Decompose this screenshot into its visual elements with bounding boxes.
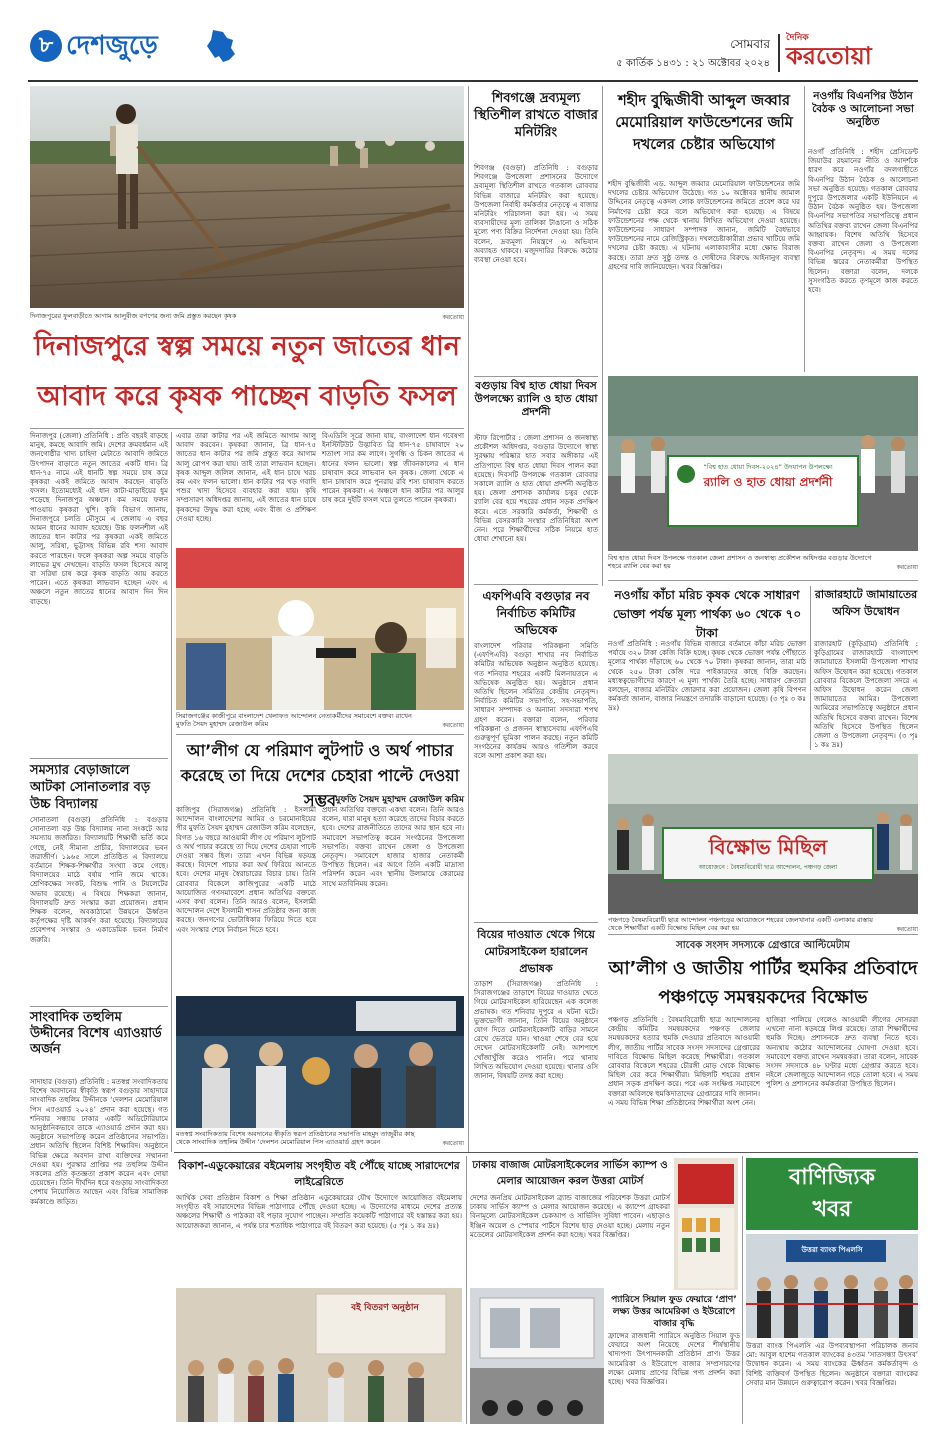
sonatala-headline: সমস্যার বেড়াজালে আটকা সোনাতলার বড় উচ্চ বিদ্যালয় [30, 763, 151, 812]
rally-banner-line2: র‌্যালি ও হাত ধোয়া প্রদর্শনী [703, 475, 833, 489]
chili-rule-top [608, 580, 918, 581]
col-rule-a [171, 758, 172, 1152]
col-rule-f [466, 1156, 467, 1424]
jabbar-body: শহীদ বুদ্ধিজীবী এড. আব্দুল জব্বার মেমোরিয়াল ফাউন্ডেশনের জমি দখলের চেষ্টার অভিযোগ উঠেছে। গত ১০ অক্টোবর স্থানীয় জামাল উদ্দিনের নেতৃত্বে একদল লোক ফাউন্ডেশনের জমিতে প্রবেশ করে ঘর নির্মাণের চেষ্টা করে বলে অভিযোগ করা হয়েছে। এ বিষয়ে ফাউন্ডেশনের পক্ষ থেকে থানায় লিখিত অভিযোগ দেওয়া হয়েছে। ফাউন্ডেশনের সাধারণ সম্পাদক জানান, জমিটি বৈধভাবে ফাউন্ডেশনের নামে রেজিস্ট্রিকৃত। দখলচেষ্টাকারীরা প্রভাব খাটিয়ে জমি দখলের চেষ্টা করছে। এ ঘটনায় এলাকাবাসীর মধ্যে ক্ষোভ বিরাজ করছে। তারা দ্রুত সুষ্ঠু তদন্ত ও দোষীদের বিরুদ্ধে আইনানুগ ব্যবস্থা গ্রহণের দাবি জানিয়েছেন। খবর বিজ্ঞপ্তির। [608, 180, 800, 271]
shibganj-headline: শিবগঞ্জে দ্রব্যমূল্য স্থিতিশীল রাখতে বাজার মনিটরিং [474, 91, 598, 140]
pran-fair-stall-image [674, 1158, 738, 1290]
book-fair-headline: বিকাশ-এডুকেয়ারের বইমেলায় সংগৃহীত বই পৌঁছে যাচ্ছে সারাদেশের লাইব্রেরিতে [178, 1160, 460, 1188]
col-rule-c [602, 86, 603, 586]
rally-banner-line1: “বিশ্ব হাত ধোয়া দিবস-২০২৪” উদযাপন উপলক্ষ্যে [703, 463, 833, 471]
col-rule-e [810, 586, 811, 750]
sirajganj-photo-caption: সিরাজগঞ্জের কাজীপুরে বাংলাদেশ খেলাফত আন্দোলন নেতাকর্মীদের সমাবেশে বক্তব্য রাখেন মুফতি সৈয়দ মুহাম্মদ রেজাউল করিম [176, 712, 412, 728]
protest-photo-credit: করতোয়া [896, 926, 918, 933]
issue-date: ৫ কার্তিক ১৪৩১ : ২১ অক্টোবর ২০২৪ [616, 58, 770, 69]
bangladesh-map-icon [205, 28, 237, 64]
handwash-rule-top [474, 376, 598, 377]
col-rule-g [742, 1156, 743, 1424]
protest-banner: বিক্ষোভ মিছিল [708, 835, 828, 859]
lead-col-rule [171, 432, 172, 760]
masthead [0, 0, 945, 80]
lead-photo-caption: দিনাজপুরের ফুলবাড়ীতে আগাম আলুবীজ বপণের জন্য জমি প্রস্তুত করছেন কৃষক [30, 312, 237, 320]
tasulim-rule-top [30, 1006, 168, 1007]
panchagarh-headline: আ’লীগ ও জাতীয় পার্টির হুমকির প্রতিবাদে পঞ্চগড়ে সমন্বয়কদের বিক্ষোভ [608, 958, 918, 1008]
sonatala-body: সোনাতলা (বগুড়া) প্রতিনিধি : বগুড়ার সোনাতলা বড় উচ্চ বিদ্যালয় নানা সংকটে আর সমস্যায় জর্জরিত। বিদ্যালয়টি শিক্ষার্থী ভর্তি কমে গেছে, নেই সীমানা প্রাচীর, বিদ্যালয়ের ভবন জরাজীর্ণ। ১৯৬৫ সালে প্রতিষ্ঠিত এ বিদ্যালয়ে বর্তমানে শিক্ষক-শিক্ষার্থীর সংখ্যা কমে গেছে। বিদ্যালয়ের মাঠে বর্ষায় পানি জমে থাকে। শ্রেণিকক্ষের সংকট, বিশুদ্ধ পানি ও টয়লেটের অভাব রয়েছে। এ বিষয়ে শিক্ষকরা জানান, বিদ্যালয়টি দ্রুত সংস্কার করা প্রয়োজন। প্রধান শিক্ষক বলেন, অবকাঠামো উন্নয়নে ঊর্ধ্বতন কর্তৃপক্ষের দৃষ্টি আকর্ষণ করা হয়েছে। বিদ্যালয়ের প্রবেশপথ সংস্কার ও একাডেমিক ভবন নির্মাণ জরুরি। [30, 816, 168, 944]
weekday: সোমবার [730, 37, 770, 51]
shibganj-body: শিবগঞ্জ (বগুড়া) প্রতিনিধি : বগুড়ার শিবগঞ্জে উপজেলা প্রশাসনের উদ্যোগে দ্রব্যমূল্য স্থিতিশীল রাখতে গতকাল রোববার বিভিন্ন বাজারে মনিটরিং করা হয়েছে। উপজেলা নির্বাহী কর্মকর্তার নেতৃত্বে এ বাজার মনিটরিং পরিচালনা করা হয়। এ সময় ব্যবসায়ীদের মূল্য তালিকা টাঙানো ও সঠিক মূল্যে পণ্য বিক্রির নির্দেশনা দেওয়া হয়। তিনি বলেন, দ্রব্যমূল্য নিয়ন্ত্রণে এ অভিযান অব্যাহত থাকবে। মজুদদারির বিরুদ্ধে কঠোর ব্যবস্থা নেওয়া হবে। [474, 164, 598, 265]
sirajganj-photo-credit: করতোয়া [442, 722, 464, 729]
motorcycle-service-camp-image [470, 1288, 604, 1424]
awami-headline: আ’লীগ যে পরিমাণ লুটপাট ও অর্থ পাচার করেছে তা দিয়ে দেশের চেহারা পাল্টে দেওয়া সম্ভব [180, 741, 460, 810]
naogaon-bnp-headline: নওগাঁয় বিএনপির উঠান বৈঠক ও আলোচনা সভা অনুষ্ঠিত [812, 90, 914, 128]
paper-name-small: দৈনিক [786, 33, 809, 43]
pran-photo [674, 1158, 738, 1290]
lead-photo [30, 86, 464, 308]
chili-headline: নওগাঁয় কাঁচা মরিচ কৃষক থেকে সাধারণ ভোক্তা পর্যন্ত মূল্য পার্থক্য ৬০ থেকে ৭০ টাকা [612, 588, 802, 640]
lead-headline: দিনাজপুরে স্বল্প সময়ে নতুন জাতের ধান আবাদ করে কৃষক পাচ্ছেন বাড়তি ফসল [34, 331, 460, 412]
bank-banner: উত্তরা ব্যাংক পিএলসি [801, 1246, 863, 1254]
protest-banner-sub: আয়োজনে : বৈষম্যবিরোধী ছাত্র আন্দোলন, পঞ্চগড় জেলা [698, 864, 838, 871]
chili-body: নওগাঁ প্রতিনিধি : নওগাঁয় বিভিন্ন বাজারে বর্তমানে কাঁচা মরিচ ভোক্তা পর্যায়ে ৩২০ টাকা কেজি বিক্রি হচ্ছে। কৃষক থেকে ভোক্তা পর্যন্ত পৌঁছাতে মূল্যের পার্থক্য দাঁড়াচ্ছে ৬০ থেকে ৭০ টাকা। কৃষকরা জানান, তারা মাঠ থেকে ২৫০ টাকা কেজি দরে পাইকারদের কাছে বিক্রি করছেন। মধ্যস্বত্বভোগীদের কারণে এ মূল্য পার্থক্য তৈরি হচ্ছে। সাধারণ ক্রেতারা বলছেন, বাজার মনিটরিং জোরদার করা প্রয়োজন। জেলা কৃষি বিপণন কর্মকর্তা জানান, বাজার নিয়ন্ত্রণে তদারকি বাড়ানো হয়েছে। (৩ পৃঃ ৩ কঃ দ্রঃ) [608, 640, 806, 713]
handwash-headline: বগুড়ায় বিশ্ব হাত ধোয়া দিবস উপলক্ষ্যে র‌্যালি ও হাত ধোয়া প্রদর্শনী [474, 380, 598, 418]
book-fair-body: আর্থিক সেবা প্রতিষ্ঠান বিকাশ ও শিক্ষা প্রতিষ্ঠান এডুকেয়ারের যৌথ উদ্যোগে আয়োজিত বইমেলায় সংগৃহীত বই সারাদেশের বিভিন্ন পাঠাগারে পৌঁছে দেওয়া হচ্ছে। এ উদ্যোগের মাধ্যমে দেশের প্রত্যন্ত অঞ্চলের শিক্ষার্থী ও পাঠকরা বই পড়ার সুযোগ পাচ্ছেন। সম্প্রতি কয়েকটি পাঠাগারে বই হস্তান্তর করা হয়। আয়োজকরা জানান, এ পর্যন্ত চার শতাধিক পাঠাগারে বই বিতরণ করা হয়েছে। (৫ পৃঃ ১ কঃ দ্রঃ) [176, 1194, 462, 1230]
page-number-badge [30, 30, 62, 62]
farmer-ploughing-image [30, 86, 464, 308]
rally-photo-caption: বিশ্ব হাত ধোয়া দিবস উপলক্ষে গতকাল জেলা প্রশাসন ও জনস্বাস্থ্য প্রকৌশল অধিদপ্তর বগুড়ার উদ্যোগে শহরে র‌্যালি বের করা হয় [608, 554, 872, 570]
panchagarh-kicker: সাবেক সংসদ সদস্যকে গ্রেপ্তারে আল্টিমেটাম [676, 940, 850, 951]
awami-byline: মুফতি সৈয়দ মুহাম্মদ রেজাউল করিম [335, 795, 464, 805]
fpab-headline: এফপিএবি বগুড়ার নব নির্বাচিত কমিটির অভিষেক [482, 589, 590, 637]
commercial-news-title-1: বাণিজ্যিক [789, 1165, 875, 1190]
tasulim-body: সাদাহার (বগুড়া) প্রতিনিধি : মতস্বপ্ন সংবাদিকতায় বিশেষ অবদানের স্বীকৃতি স্বরূপ বগুড়ার সাহাদারে সাংবাদিক তহুলিম উদ্দীনকে ‘দেলশন মেমোরিয়াল পিস এ্যাওয়ার্ড ২০২৪’ প্রদান করা হয়েছে। গত শনিবার সন্ধ্যায় ঢাকার একটি অডিটোরিয়ামে আনুষ্ঠানিকভাবে তাকে এ্যাওয়ার্ড প্রদান করা হয়। অনুষ্ঠানে সভাপতিত্ব করেন প্রতিষ্ঠানের সভাপতি। প্রধান অতিথি ছিলেন বিশিষ্ট শিক্ষাবিদ। অনুষ্ঠানে বিভিন্ন ক্ষেত্রে অবদান রাখা ব্যক্তিদের সম্মাননা দেওয়া হয়। পুরস্কার প্রাপ্তির পর তহুলিম উদ্দীন সকলের প্রতি কৃতজ্ঞতা প্রকাশ করেন এবং দোয়া চেয়েছেন। তিনি দীর্ঘদিন ধরে বগুড়ায় সাংবাদিকতা পেশায় নিয়োজিত আছেন এবং বিভিন্ন সামাজিক কর্মকাণ্ডে জড়িত। [30, 1078, 168, 1206]
sonatala-rule-top [30, 758, 168, 759]
commercial-news-title-2: খবর [812, 1197, 852, 1222]
awami-rule-top [176, 734, 464, 735]
award-ceremony-image [176, 996, 464, 1128]
lead-rule [30, 428, 464, 429]
bajaj-headline: ঢাকায় বাজাজ মোটরসাইকেলের সার্ভিস ক্যাম্প ও মেলার আয়োজন করল উত্তরা মোটর্স [472, 1160, 668, 1187]
naogaon-bnp-body: নওগাঁ প্রতিনিধি : শহীদ প্রেসিডেন্ট জিয়াউর রহমানের নীতি ও আদর্শকে ধারণ করে নওগাঁর বদলগাছীতে বিএনপির উঠান বৈঠক ও আলোচনা সভা অনুষ্ঠিত হয়েছে। গতকাল রোববার দুপুরে উপজেলার একটি ইউনিয়নে এ উঠান বৈঠক অনুষ্ঠিত হয়। উপজেলা বিএনপির সভাপতির সভাপতিত্বে প্রধান অতিথির বক্তব্য রাখেন জেলা বিএনপির আহ্বায়ক। বিশেষ অতিথি হিসেবে বক্তব্য রাখেন জেলা ও উপজেলা বিএনপির নেতৃবৃন্দ। এ সময় দলের বিভিন্ন স্তরের নেতাকর্মীরা উপস্থিত ছিলেন। বক্তারা বলেন, দলকে সুসংগঠিত করতে তৃণমূলে কাজ করতে হবে। [808, 148, 918, 295]
bajaj-body: দেশের জনপ্রিয় মোটরসাইকেল ব্র্যান্ড বাজাজের পরিবেশক উত্তরা মোটর্স ঢাকায় সার্ভিস ক্যাম্প ও মেলার আয়োজন করেছে। এ ক্যাম্পে গ্রাহকরা বিনামূল্যে মোটরসাইকেল চেকআপ ও সার্ভিসিং সুবিধা পাবেন। এছাড়াও ইঞ্জিন অয়েল ও স্পেয়ার পার্টসে বিশেষ ছাড় দেওয়া হচ্ছে। মেলায় নতুন মডেলের মোটরসাইকেল প্রদর্শন করা হচ্ছে। খবর বিজ্ঞপ্তির। [470, 1194, 670, 1239]
lead-story-col3: বিএডিসি সূত্রে জানা যায়, বাংলাদেশ ধান গবেষণা ইনস্টিটিউট উদ্ভাবিত ব্রি ধান-৭৫ চাষাবাদে ২০ শতাংশ সার কম লাগে। সুগন্ধি ও চিকন জাতের এ ধানের ফলন ভালো। স্বল্প জীবনকালের এ ধান চাষাবাদ করে লাভবান হন কৃষক। জেলা থেকে এ ধান চাষাবাদ করে পুনরায় রবি শস্য চাষাবাদ করতে পারেন কৃষকরা। এ অঞ্চলে ধান কাটার পর আলুর চাষ করে দুইটি ফসল ঘরে তুলতে পারেন কৃষকরা। [322, 432, 464, 505]
panchagarh-col2: হাজিরা পালিয়ে গেলেও আওয়ামী লীগের দোসররা এখনো নানা ষড়যন্ত্রে লিপ্ত রয়েছে। তারা শিক্ষার্থীদের হুমকি দিচ্ছে। প্রশাসনকে দ্রুত ব্যবস্থা নিতে হবে। অন্যথায় কঠোর আন্দোলনের ঘোষণা দেওয়া হবে। সমাবেশে বক্তব্য রাখেন সমন্বয়করা। তারা বলেন, সাবেক সংসদ সদস্যকে ৪৮ ঘণ্টার মধ্যে গ্রেপ্তার করতে হবে। নইলে জেলাজুড়ে আন্দোলন গড়ে তোলা হবে। এ সময় পুলিশ ও প্রশাসনের কর্মকর্তারা উপস্থিত ছিলেন। [766, 1016, 918, 1089]
awami-story-col1: কাজিপুর (সিরাজগঞ্জ) প্রতিনিধি : ইসলামী আন্দোলন বাংলাদেশের আমির ও চরমোনাইয়ের পীর মুফতি সৈয়দ মুহাম্মদ রেজাউল করিম বলেছেন, বিগত ১৬ বছরে আওয়ামী লীগ যে পরিমাণ লুটপাট ও অর্থ পাচার করেছে তা দিয়ে দেশের চেহারা পাল্টে দেওয়া সম্ভব ছিল। তারা এখন বিভিন্ন ষড়যন্ত্র করছে। বিদেশে পাচার করা অর্থ ফিরিয়ে আনতে হবে। দেশের মানুষ স্বৈরাচারের বিচার চায়। তিনি রোববার বিকেলে কাজিপুরের একটি মাঠে আয়োজিত গণসমাবেশে প্রধান অতিথির বক্তব্যে এসব কথা বলেন। তিনি আরও বলেন, ইসলামী আন্দোলন দেশে ইসলামী শাসন প্রতিষ্ঠার জন্য কাজ করছে। জনগণের ভোটাধিকার ফিরিয়ে দিতে হবে এবং সংস্কার শেষে নির্বাচন দিতে হবে। [176, 806, 316, 934]
award-photo [176, 996, 464, 1128]
masthead-rule [28, 80, 918, 82]
tarash-rule-top [474, 922, 598, 923]
commercial-news-box [746, 1158, 918, 1230]
tarash-body: তাড়াশ (সিরাজগঞ্জ) প্রতিনিধি : সিরাজগঞ্জের তাড়াশে বিয়ের দাওয়াত খেতে গিয়ে মোটরসাইকেল হারিয়েছেন এক কলেজ প্রভাষক। গত শনিবার দুপুরে এ ঘটনা ঘটে। ভুক্তভোগী জানান, তিনি বিয়ের অনুষ্ঠানে যোগ দিতে মোটরসাইকেলটি বাড়ির সামনে রেখে ভেতরে যান। খাওয়া শেষে বের হয়ে দেখেন মোটরসাইকেলটি নেই। আশপাশে খোঁজাখুঁজি করেও পাননি। পরে থানায় লিখিত অভিযোগ দেওয়া হয়েছে। থানার ওসি জানান, বিষয়টি তদন্ত করা হচ্ছে। [474, 980, 598, 1081]
speaker-at-rally-image [176, 548, 464, 710]
protest-photo-caption: পঞ্চগড়ে বৈষম্যবিরোধী ছাত্র আন্দোলন পঞ্চগড়ের আয়োজনে শহরের জেলখানার একটি এলাকার রাস্তায় থেকে শিক্ষার্থীরা একটি বিক্ষোভ মিছিল বের করা হয় [608, 916, 873, 932]
sirajganj-photo [176, 548, 464, 710]
rally-photo-credit: করতোয়া [896, 564, 918, 571]
col-rule-b [468, 86, 469, 1152]
jamaat-headline: রাজারহাটে জামায়াতের অফিস উদ্বোধন [814, 588, 918, 618]
paper-name: করতোয়া [786, 42, 872, 70]
section-title: দেশজুড়ে [66, 31, 158, 61]
awami-story-col2: প্রধান অতিথির বক্তব্যে একথা বলেন। তিনি আরও বলেন, যারা মানুষ হত্যা করেছে তাদের বিচার করতে হবে। দেশের রাজনীতিতে তাদের আর স্থান হবে না। সমাবেশে সভাপতিত্ব করেন সংগঠনের উপজেলা সভাপতি। বক্তব্য রাখেন জেলা ও উপজেলা নেতৃবৃন্দ। সমাবেশে হাজার হাজার নেতাকর্মী উপস্থিত ছিলেন। এর আগে তিনি একটি মাদ্রাসা পরিদর্শন করেন এবং স্থানীয় উলামায়ে কেরামের সাথে মতবিনিময় করেন। [322, 806, 464, 888]
lead-story-col2: এবার তারা কাটার পর এই জমিতে আগাম আলু আবাদ করবেন। কৃষকরা জানান, ব্রি ধান-৭৫ জাতের ধান কাটার পর জমি প্রস্তুত করে আগাম আলু রোপণ করা যায়। তাই তারা লাভবান হচ্ছেন। কৃষক আব্দুল জলিল জানান, এই ধান চাষে খরচ কম এবং ফলন ভালো। ধান কাটার পর খড় গবাদি পশুর খাদ্য হিসেবে ব্যবহার করা যায়। কৃষি সম্প্রসারণ অধিদপ্তর জানায়, এই জাতের ধান চাষে কৃষকদের উদ্বুদ্ধ করা হচ্ছে এবং বীজ ও প্রশিক্ষণ দেওয়া হচ্ছে। [176, 432, 316, 523]
page-number: ৮ [38, 33, 54, 58]
col-rule-d [804, 86, 805, 372]
award-photo-caption: মতস্বপ্ন সংবাদিকতায় বিশেষ অবদানের স্বীকৃতি স্বরূপ প্রতিষ্ঠানের সভাপতি মাহমুদ তাজুরীর কাছ থেকে সাংবাদিক তহুলিম উদ্দীন ‘দেলশন মেমোরিয়াল পিস এ্যাওয়ার্ড গ্রহণ করেন [176, 1130, 415, 1146]
lead-story-col1: দিনাজপুর (জেলা) প্রতিনিধি : প্রতি বছরই বাড়ছে মানুষ, কমছে আবাদি জমি। দেশের ক্রমবর্ধমান এই জনগোষ্ঠীর খাদ্য চাহিদা মেটাতে আবাদি জমিতে উৎপাদন বাড়াতে নতুন জাতের একটি ধান। ব্রি ধান-৭৫ নামে এই ধানটি স্বল্প সময়ে চাষ করে কৃষকরা একই জমিতে আবাদ করছেন বাড়তি ফসল। ইতোমধ্যেই এই ধান কাটা-মাড়াইয়ের ধুম পড়েছে দিনাজপুর অঞ্চলে। কম সময়ে ফলন পাওয়ায় কৃষকরা খুশি। কৃষি বিভাগ জানায়, দিনাজপুরে চলতি মৌসুমে এ জেলায় এ বছর আমন ধানের আবাদ হয়েছে। উচ্চ ফলনশীল এই জাতের ধান কাটার পর কৃষকরা একই জমিতে আলু, সরিষা, ভুট্টাসহ বিভিন্ন রবি শস্য আবাদ করতে পারছেন। ফলে কৃষকরা অল্প সময়ে বাড়তি লাভের মুখ দেখছেন। বাড়তি ফসল হিসেবে আলু বা সরিষা চাষ করে কৃষক বাড়তি আয় করতে পারেন। এতে কৃষকরা লাভবান হচ্ছেন এবং এ অঞ্চলে নতুন জাতের ধানের আবাদ দিন দিন বাড়ছে। [30, 432, 168, 606]
panchagarh-rule-top [608, 934, 918, 935]
lead-photo-credit: করতোয়া [442, 314, 464, 321]
book-fair-banner: বই বিতরণ অনুষ্ঠান [351, 1303, 419, 1313]
bottom-section-rule [174, 1152, 918, 1153]
bajaj-photo [470, 1288, 604, 1424]
award-photo-credit: করতোয়া [442, 1140, 464, 1147]
jabbar-headline: শহীদ বুদ্ধিজীবী আব্দুল জব্বার মেমোরিয়াল ফাউন্ডেশনের জমি দখলের চেষ্টার অভিযোগ [615, 93, 793, 153]
handwash-body: স্টাফ রিপোর্টার : জেলা প্রশাসন ও জনস্বাস্থ্য প্রকৌশল অধিদপ্তর, বগুড়ার উদ্যোগে স্বাস্থ্য সুরক্ষায় পরিষ্কার হাত সবার অঙ্গীকার এই প্রতিপাদ্যে বিশ্ব হাত ধোয়া দিবস পালন করা হয়েছে। দিবসটি উপলক্ষে গতকাল রোববার সকালে র‌্যালি ও হাত ধোয়া প্রদর্শনী অনুষ্ঠিত হয়। জেলা প্রশাসক কার্যালয় চত্বর থেকে র‌্যালি বের হয়ে শহরের প্রধান সড়ক প্রদক্ষিণ করে। এতে সরকারি কর্মকর্তা, শিক্ষার্থী ও বিভিন্ন বেসরকারি সংস্থার প্রতিনিধিরা অংশ নেন। পরে শিক্ষার্থীদের সঠিক নিয়মে হাত ধোয়া শেখানো হয়। [474, 434, 598, 544]
pran-headline: প্যারিসে সিয়াল ফুড ফেয়ারে ‘প্রাণ’ লক্ষ্য উত্তর আমেরিকা ও ইউরোপে বাজার বৃদ্ধি [611, 1295, 737, 1329]
masthead-divider [778, 34, 780, 72]
pran-body: ফ্রান্সের রাজধানী প্যারিসে অনুষ্ঠিত সিয়াল ফুড ফেয়ারে অংশ নিয়েছে দেশের শীর্ষস্থানীয় খাদ্যপণ্য উৎপাদনকারী প্রতিষ্ঠান প্রাণ। উত্তর আমেরিকা ও ইউরোপে বাজার সম্প্রসারণের লক্ষ্যে মেলায় প্রাণের বিভিন্ন পণ্য প্রদর্শন করা হচ্ছে। খবর বিজ্ঞপ্তির। [608, 1332, 740, 1387]
panchagarh-col1: পঞ্চগড় প্রতিনিধি : বৈষম্যবিরোধী ছাত্র আন্দোলনের কেন্দ্রীয় কমিটির সমন্বয়কদের পঞ্চগড় জেলার সমন্বয়কদের হত্যার হুমকি দেওয়ার প্রতিবাদে আওয়ামী লীগ, জাতীয় পার্টির সাবেক সংসদ সদস্যদের গ্রেপ্তারের দাবিতে বিক্ষোভ মিছিল করেছে শিক্ষার্থীরা। গতকাল রোববার বিকেলে শহরের চৌরঙ্গী মোড় থেকে বিক্ষোভ মিছিল বের করে শিক্ষার্থীরা। মিছিলটি শহরের প্রধান প্রধান সড়ক প্রদক্ষিণ করে। পরে এক সংক্ষিপ্ত সমাবেশে বক্তারা অবিলম্বে হুমকিদাতাদের গ্রেপ্তারের দাবি জানান। এ সময় বিভিন্ন শিক্ষা প্রতিষ্ঠানের শিক্ষার্থীরা অংশ নেন। [608, 1016, 760, 1107]
tarash-headline: বিয়ের দাওয়াত থেকে গিয়ে মোটরসাইকেল হারালেন প্রভাষক [477, 928, 595, 975]
fpab-rule-top [474, 584, 598, 585]
tasulim-headline: সাংবাদিক তহুলিম উদ্দীনের বিশেষ এ্যাওয়ার্ড অর্জন [30, 1010, 162, 1057]
fpab-body: বাংলাদেশ পরিবার পরিকল্পনা সমিতি (এফপিএবি) বগুড়া শাখার নব নির্বাচিত কমিটির অভিষেক অনুষ্ঠান অনুষ্ঠিত হয়েছে। গত শনিবার শহরের একটি মিলনায়তনে এ অভিষেক অনুষ্ঠিত হয়। অনুষ্ঠানে প্রধান অতিথি ছিলেন সমিতির কেন্দ্রীয় নেতৃবৃন্দ। নির্বাচিত কমিটির সভাপতি, সহ-সভাপতি, সাধারণ সম্পাদক ও অন্যান্য সদস্যরা শপথ গ্রহণ করেন। বক্তারা বলেন, পরিবার পরিকল্পনা ও প্রজনন স্বাস্থ্যসেবায় এফপিএবি গুরুত্বপূর্ণ ভূমিকা পালন করছে। নতুন কমিটি সংগঠনের কার্যক্রম আরও গতিশীল করবে বলে আশা প্রকাশ করা হয়। [474, 642, 598, 761]
commercial-news-body: উত্তরা ব্যাংক পিএলসি এর উপব্যবস্থাপনা পরিচালক জনাব মো: আবুল হাশেম গতকাল ব্যাংকের ৪৩তম ‘সাতসন্ধ্যা উৎসব’ উদ্বোধন করেন। এ সময় ব্যাংকের ঊর্ধ্বতন কর্মকর্তাবৃন্দ ও বিশিষ্ট ব্যক্তিবর্গ উপস্থিত ছিলেন। অনুষ্ঠানে বক্তারা ব্যাংকের সেবার মান উন্নয়নে গুরুত্বারোপ করেন। খবর বিজ্ঞপ্তির। [746, 1342, 918, 1387]
jamaat-body: রাজারহাট (কুড়িগ্রাম) প্রতিনিধি : কুড়িগ্রামের রাজারহাটে বাংলাদেশ জামায়াতে ইসলামী উপজেলা শাখার অফিস উদ্বোধন করা হয়েছে। গতকাল রোববার বিকেলে উপজেলা সদরে এ অফিস উদ্বোধন করেন জেলা জামায়াতের আমির। উপজেলা আমিরের সভাপতিত্বে অনুষ্ঠানে প্রধান অতিথি হিসেবে বক্তব্য রাখেন। বিশেষ অতিথি হিসেবে উপস্থিত ছিলেন জেলা ও উপজেলা নেতৃবৃন্দ। (৩ পৃঃ ১ কঃ দ্রঃ) [814, 640, 918, 750]
